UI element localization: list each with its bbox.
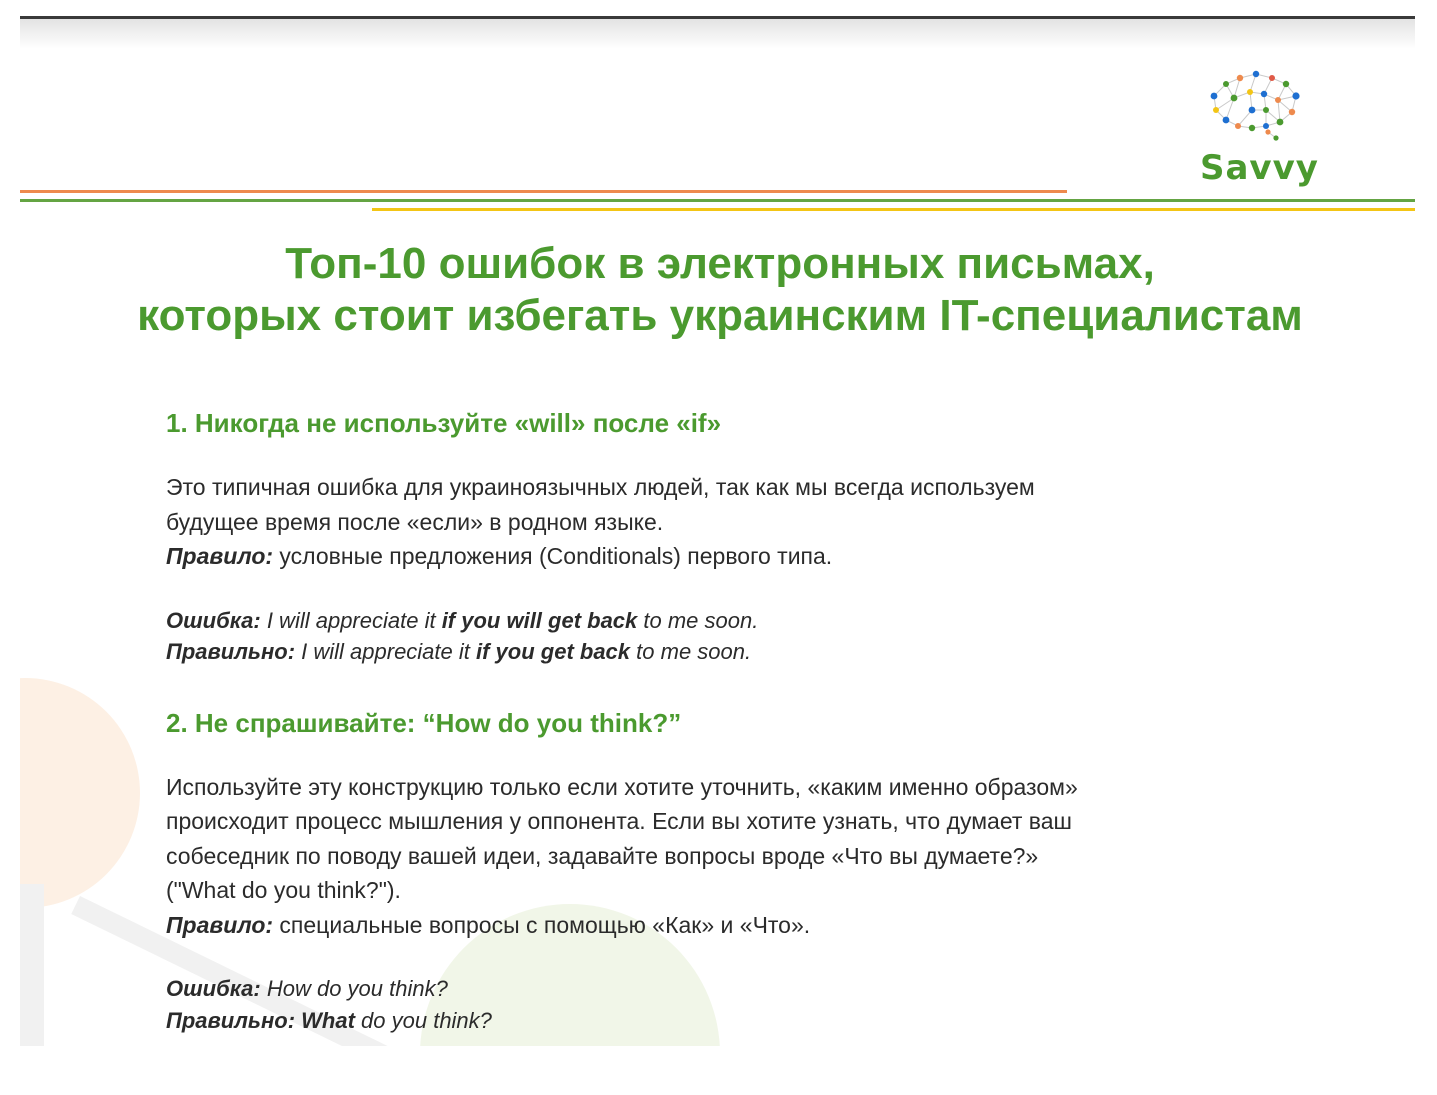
section-1-body-line: Это типичная ошибка для украиноязычных людей, так как мы всегда используем bbox=[166, 474, 1035, 500]
section-2-heading: 2. Не спрашивайте: “How do you think?” bbox=[166, 707, 682, 738]
title-line-2: которых стоит избегать украинским IT-специалистам bbox=[137, 291, 1303, 340]
divider-orange bbox=[20, 190, 1067, 193]
section-2-body-line: Используйте эту конструкцию только если хотите уточнить, «каким именно образом» bbox=[166, 773, 1078, 800]
section-1-correct: Правильно: I will appreciate it if you get back to me soon. bbox=[166, 639, 752, 664]
mistake-label: Ошибка: bbox=[166, 607, 261, 633]
section-1-body-line: будущее время после «если» в родном языке. bbox=[166, 508, 664, 535]
decorative-circle-orange bbox=[20, 678, 140, 908]
top-shadow bbox=[20, 19, 1415, 49]
rule-label: Правило: bbox=[166, 543, 274, 569]
section-2-body-line: ("What do you think?"). bbox=[166, 877, 401, 903]
rule-label: Правило: bbox=[166, 911, 274, 938]
section-1-mistake: Ошибка: I will appreciate it if you will get back to me soon. bbox=[166, 607, 759, 633]
section-2-body-line: собеседник по поводу вашей идеи, задавайте вопросы вроде «Что вы думаете?» bbox=[166, 842, 1039, 869]
rule-text: специальные вопросы с помощью «Как» и «Что». bbox=[273, 911, 811, 938]
article-content bbox=[166, 406, 1366, 1036]
correct-label: Правильно: bbox=[166, 1007, 296, 1033]
section-2-mistake: Ошибка: How do you think? bbox=[166, 976, 448, 1001]
mistake-label: Ошибка: bbox=[166, 976, 261, 1001]
divider-yellow bbox=[372, 208, 1415, 211]
rule-text: условные предложения (Conditionals) первого типа. bbox=[273, 543, 833, 569]
correct-label: Правильно: bbox=[166, 639, 296, 664]
divider-green bbox=[20, 199, 1415, 202]
decorative-stem bbox=[20, 884, 44, 1046]
document-page bbox=[20, 16, 1415, 1046]
section-1-heading: 1. Никогда не используйте «will» после «if» bbox=[166, 408, 722, 438]
section-1-rule bbox=[166, 539, 1366, 574]
savvy-logo bbox=[1200, 70, 1319, 198]
title-line-1: Топ-10 ошибок в электронных письмах, bbox=[285, 239, 1155, 288]
section-2-body-line: происходит процесс мышления у оппонента. Если вы хотите узнать, что думает ваш bbox=[166, 808, 1073, 834]
brand-name: Savvy bbox=[1200, 148, 1319, 188]
brain-network-icon bbox=[1204, 70, 1304, 142]
section-2-rule bbox=[166, 908, 1366, 943]
page-title bbox=[20, 238, 1415, 342]
section-2-correct: Правильно: What do you think? bbox=[166, 1007, 492, 1033]
